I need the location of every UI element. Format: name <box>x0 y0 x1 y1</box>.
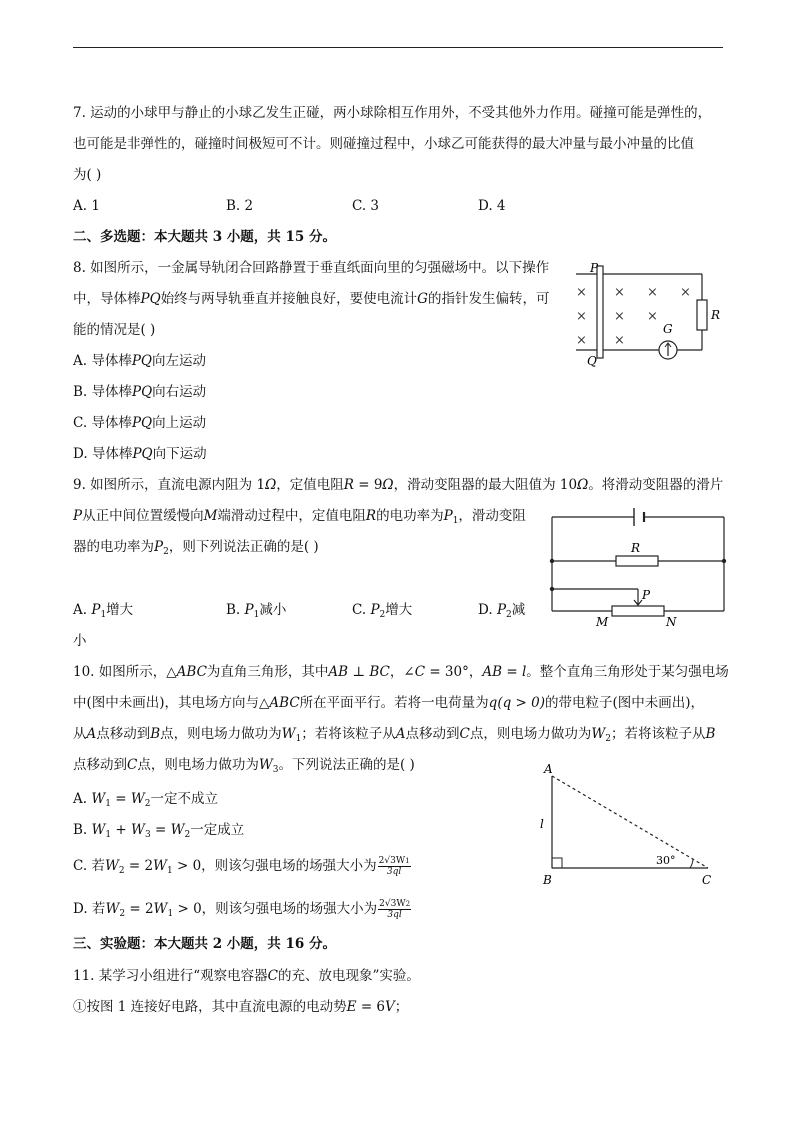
q9-option-c: C. $P_2$增大 <box>352 602 413 620</box>
q9-line2: P从正中间位置缓慢向M端滑动过程中，定值电阻R的电功率为$P_1$，滑动变阻 <box>73 508 526 526</box>
q10-option-c: C. 若$W_2 = 2W_1 > 0$，则该匀强电场的场强大小为 $\frac{2√3W1}{3ql}$ <box>73 856 410 877</box>
field-x-mark: × <box>614 333 625 348</box>
q7-option-a: A. 1 <box>73 198 100 214</box>
field-x-mark: × <box>614 285 625 300</box>
q7-option-c: C. 3 <box>352 198 380 214</box>
label-b: B <box>543 873 552 887</box>
q9-option-d: D. $P_2$减 <box>478 602 526 620</box>
q8-rail-circuit-figure <box>570 262 730 372</box>
q9-option-d-cont: 小 <box>73 633 87 649</box>
q10-triangle-figure <box>532 758 722 888</box>
field-x-mark: × <box>680 285 691 300</box>
conductor-rod-pq <box>597 266 603 358</box>
q11-line2: ①按图 1 连接好电路，其中直流电源的电动势E = 6V； <box>73 999 409 1015</box>
q7-option-d: D. 4 <box>478 198 506 214</box>
label-l: l <box>540 817 544 831</box>
q10-line4: 点移动到C点，则电场力做功为$W_3$。下列说法正确的是( ) <box>73 757 415 775</box>
q10-option-d: D. 若$W_2 = 2W_1 > 0$，则该匀强电场的场强大小为 $\frac{2√3W2}{3ql}$ <box>73 899 411 920</box>
label-r: R <box>711 308 721 322</box>
field-x-mark: × <box>647 309 658 324</box>
section-3-title: 三、实验题：本大题共 2 小题，共 16 分。 <box>73 936 336 952</box>
q8-line3: 能的情况是( ) <box>73 322 156 338</box>
q8-option-b: B. 导体棒PQ向右运动 <box>73 384 207 400</box>
label-m: M <box>596 615 609 629</box>
q11-line1: 11. 某学习小组进行“观察电容器C的充、放电现象”实验。 <box>73 968 420 984</box>
q10-line3: 从A点移动到B点，则电场力做功为$W_1$；若将该粒子从A点移动到C点，则电场力做功为$W_2$；若将该粒子从B <box>73 726 716 744</box>
page-header-rule <box>73 47 723 48</box>
field-strength-fraction: $\frac{2√3W1}{3ql}$ <box>378 856 410 877</box>
label-r: R <box>631 541 641 555</box>
q9-option-a: A. $P_1$增大 <box>73 602 134 620</box>
resistor-r-symbol <box>697 300 707 330</box>
q9-option-b: B. $P_1$减小 <box>226 602 287 620</box>
q7-option-b: B. 2 <box>226 198 254 214</box>
label-q: Q <box>587 354 597 368</box>
angle-30-label: 30° <box>656 854 676 867</box>
q8-option-a: A. 导体棒PQ向左运动 <box>73 353 206 369</box>
q9-circuit-figure <box>544 505 734 630</box>
rheostat-symbol <box>612 606 664 616</box>
q8-option-d: D. 导体棒PQ向下运动 <box>73 446 207 462</box>
label-c: C <box>702 873 712 887</box>
resistor-r-symbol <box>616 556 658 566</box>
field-x-mark: × <box>576 333 587 348</box>
field-x-mark: × <box>614 309 625 324</box>
q10-option-a: A. $W_1 = W_2$一定不成立 <box>73 791 218 809</box>
q7-line1: 7. 运动的小球甲与静止的小球乙发生正碰，两小球除相互作用外，不受其他外力作用。碰撞可能是弹性的， <box>73 105 712 121</box>
section-2-title: 二、多选题：本大题共 3 小题，共 15 分。 <box>73 229 336 245</box>
field-x-mark: × <box>576 285 587 300</box>
label-n: N <box>666 615 677 629</box>
q8-option-c: C. 导体棒PQ向上运动 <box>73 415 207 431</box>
right-angle-mark <box>552 858 562 868</box>
field-x-mark: × <box>647 285 658 300</box>
field-strength-fraction: $\frac{2√3W2}{3ql}$ <box>379 899 411 920</box>
q10-option-b: B. $W_1 + W_3 = W_2$一定成立 <box>73 822 245 840</box>
label-p: P <box>642 588 651 602</box>
q8-line2: 中，导体棒PQ始终与两导轨垂直并接触良好，要使电流计G的指针发生偏转，可 <box>73 291 550 307</box>
q7-line3: 为( ) <box>73 167 102 183</box>
label-p: P <box>590 262 599 275</box>
q7-line2: 也可能是非弹性的，碰撞时间极短可不计。则碰撞过程中，小球乙可能获得的最大冲量与最小冲量的比值 <box>73 136 694 152</box>
q9-line1: 9. 如图所示，直流电源内阻为 1Ω，定值电阻R = 9Ω，滑动变阻器的最大阻值为 10Ω。将滑动变阻器的滑片 <box>73 477 724 493</box>
q10-line1: 10. 如图所示，△ABC为直角三角形，其中AB ⊥ BC，∠C = 30°，AB = l。整个直角三角形处于某匀强电场 <box>73 664 729 680</box>
q10-line2: 中(图中未画出)，其电场方向与△ABC所在平面平行。若将一电荷量为q(q > 0)的带电粒子(图中未画出)， <box>73 695 705 711</box>
q8-line1: 8. 如图所示，一金属导轨闭合回路静置于垂直纸面向里的匀强磁场中。以下操作 <box>73 260 550 276</box>
label-g: G <box>663 322 673 336</box>
field-x-mark: × <box>576 309 587 324</box>
q9-line3: 器的电功率为$P_2$，则下列说法正确的是( ) <box>73 539 319 557</box>
label-a: A <box>544 762 553 776</box>
